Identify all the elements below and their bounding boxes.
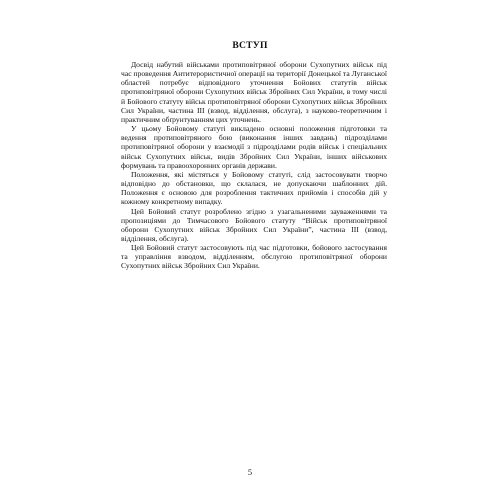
paragraph-1: Досвід набутий військами протиповітряної оборони Сухопутних військ під час проведення Антитерористичної операції на території Донецької та Луганської областей потребує відповідного уточнення Бойових статутів військ протиповітряної оборони Сухопутних військ Збройних Сил України, в тому числі й Бойового статуту військ протиповітряної оборони Сухопутних військ Збройних Сил України, частина III (взвод, відділення, обслуга), з науково-теоретичним і практичним обґрунтуванням цих уточнень. <box>121 60 387 124</box>
page-title: ВСТУП <box>232 40 268 51</box>
paragraph-2: У цьому Бойовому статуті викладено основні положення підготовки та ведення протиповітряного бою (виконання інших завдань) підрозділами протиповітряної оборони у взаємодії з підрозділами родів військ і спеціальних військ Сухопутних військ, видів Збройних Сил України, інших військових формувань та правоохоронних органів держави. <box>121 124 387 170</box>
paragraph-5: Цей Бойовий статут застосовують під час підготовки, бойового застосування та управління взводом, відділенням, обслугою протиповітряної оборони Сухопутних військ Збройних Сил України. <box>121 243 387 271</box>
paragraph-4: Цей Бойовий статут розроблено згідно з узагальненими зауваженнями та пропозиціями до Тимчасового Бойового статуту “Військ протиповітряної оборони Сухопутних військ Збройних Сил України”, частина III (взвод, відділення, обслуга). <box>121 206 387 243</box>
page-number: 5 <box>247 468 253 477</box>
paragraph-3: Положення, які містяться у Бойовому статуті, слід застосовувати творчо відповідно до обстановки, що склалася, не допускаючи шаблонних дій. Положення є основою для розроблення тактичних прийомів і способів дій у кожному конкретному випадку. <box>121 169 387 207</box>
document-body <box>121 60 387 271</box>
